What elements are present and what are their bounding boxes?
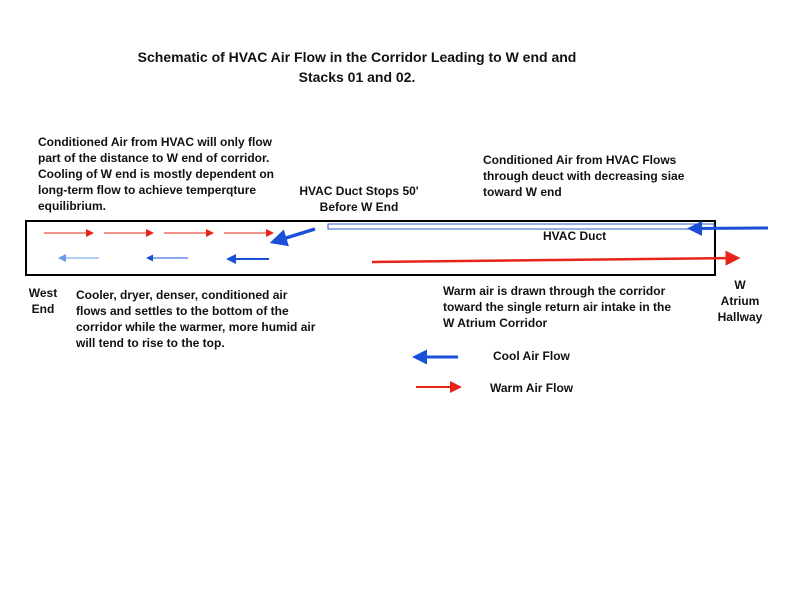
diagram-title: Schematic of HVAC Air Flow in the Corridor Leading to W end and Stacks 01 and 02. <box>137 49 577 85</box>
hvac-duct <box>328 224 714 229</box>
legend-cool-label: Cool Air Flow <box>493 349 570 363</box>
cool-outflow-arrow <box>273 229 315 242</box>
w-atrium-label: W Atrium Hallway <box>717 278 763 324</box>
note-conditioned-partial: Conditioned Air from HVAC will only flow part of the distance to W end of corridor. Cooling of W end is mostly dependent on long-term flow to achieve temperqture equilibrium. <box>38 135 274 213</box>
cool-inflow-arrow <box>690 228 768 229</box>
note-conditioned-flows: Conditioned Air from HVAC Flows through deuct with decreasing siae toward W end <box>483 153 685 199</box>
note-warm-air: Warm air is drawn through the corridor toward the single return air intake in the W Atrium Corridor <box>443 284 672 330</box>
note-cooler-air: Cooler, dryer, denser, conditioned air flows and settles to the bottom of the corridor while the warmer, more humid air will tend to rise to the top. <box>76 288 316 350</box>
warm-return-arrow <box>372 258 738 262</box>
note-duct-stops: HVAC Duct Stops 50' Before W End <box>299 184 419 214</box>
west-end-label: West End <box>28 286 58 316</box>
duct-label: HVAC Duct <box>543 229 607 243</box>
legend-warm-label: Warm Air Flow <box>490 381 574 395</box>
